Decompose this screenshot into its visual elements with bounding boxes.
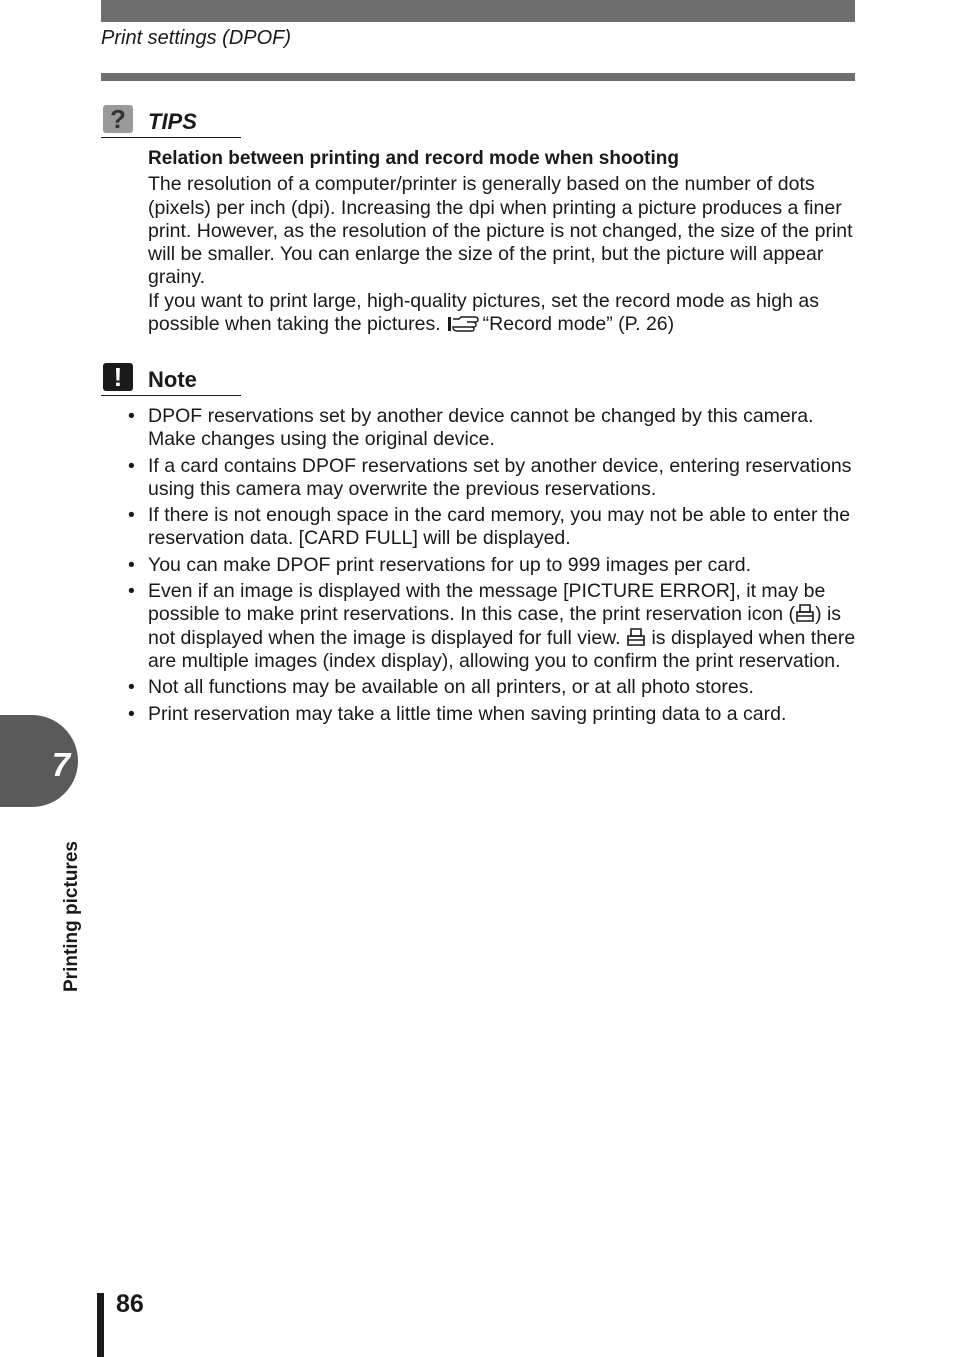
- page-number: 86: [116, 1290, 144, 1318]
- note-heading-block: [101, 360, 241, 396]
- header-rule: [101, 73, 855, 81]
- tips-heading-block: [101, 102, 241, 138]
- note-list-item: • Not all functions may be available on all printers, or at all photo stores.: [148, 676, 856, 699]
- note-item-5-part-1: Even if an image is displayed with the message [PICTURE ERROR], it may be possible to make print reservations. In this case, the print reservation icon (: [148, 580, 826, 626]
- chapter-label: Printing pictures: [61, 841, 82, 992]
- note-list-item: [148, 580, 856, 673]
- note-label: Note: [148, 367, 197, 392]
- note-item-5-part-3: is displayed when there are multiple images (index display), allowing you to confirm the print reservation.: [148, 626, 856, 672]
- tips-paragraph-1: The resolution of a computer/printer is generally based on the number of dots (pixels) per inch (dpi). Increasing the dpi when printing a picture produces a finer print. However, as the resolution of the picture is not changed, the size of the print will be smaller. You can enlarge the size of the print, but the picture will appear grainy.: [148, 173, 853, 289]
- note-list-item: • DPOF reservations set by another device cannot be changed by this camera. Make changes using the original device.: [148, 405, 856, 452]
- print-reservation-icon: [795, 604, 815, 623]
- page-header-title: Print settings (DPOF): [101, 27, 292, 49]
- tips-paragraph-2: [148, 290, 856, 337]
- note-list-item: • If there is not enough space in the card memory, you may not be able to enter the reservation data. [CARD FULL] will be displayed.: [148, 504, 856, 551]
- note-item-5-part-2: ) is not displayed when the image is displayed for full view.: [148, 603, 842, 649]
- print-reservation-icon: [626, 628, 646, 647]
- note-list-item: • You can make DPOF print reservations for up to 999 images per card.: [148, 554, 856, 577]
- exclamation-mark-icon: !: [103, 363, 133, 391]
- chapter-number: 7: [51, 746, 71, 783]
- tips-paragraph-2-text: If you want to print large, high-quality pictures, set the record mode as high as possible when taking the pictures.: [148, 289, 819, 336]
- note-list-item: • Print reservation may take a little time when saving printing data to a card.: [148, 703, 856, 726]
- record-mode-reference: “Record mode” (P. 26): [482, 313, 675, 336]
- tips-body: [148, 147, 856, 336]
- note-list-item: • If a card contains DPOF reservations set by another device, entering reservations using this camera may overwrite the previous reservations.: [148, 455, 856, 502]
- tips-subheading: Relation between printing and record mode when shooting: [148, 148, 679, 169]
- note-list: [148, 405, 856, 729]
- header-top-bar: [101, 0, 855, 22]
- page-number-bar: [97, 1293, 104, 1357]
- pointing-hand-icon: [447, 315, 479, 333]
- question-mark-icon: ?: [103, 105, 133, 133]
- tips-label: TIPS: [148, 109, 197, 134]
